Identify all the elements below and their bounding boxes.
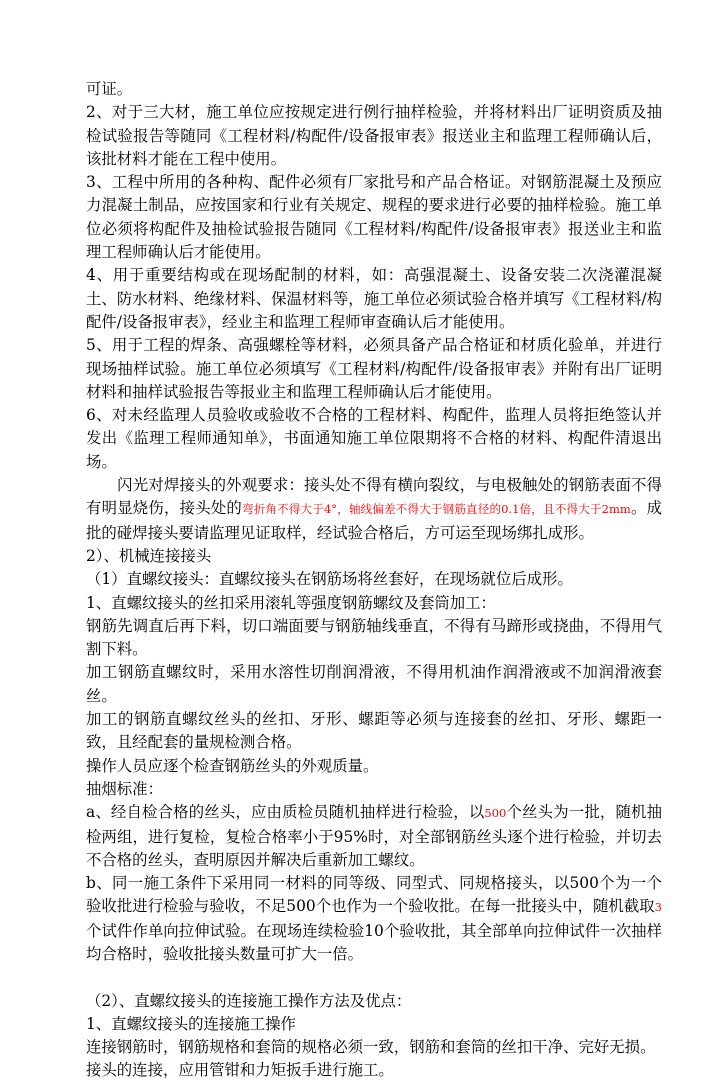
document-page xyxy=(86,78,662,1083)
paragraph-flash-butt-weld xyxy=(86,474,662,545)
heading-connection-method: （2）、直螺纹接头的连接施工操作方法及优点： xyxy=(86,991,412,1010)
blank-line xyxy=(86,966,662,989)
paragraph-item-4: 4、用于重要结构或在现场配制的材料，如：高强混凝土、设备安装二次浇灌混凝土、防水材料、绝缘材料、保温材料等，施工单位必须试验合格并填写《工程材料/构配件/设备报审表》，经业主和监理工程师审查确认后才能使用。 xyxy=(86,266,662,331)
paragraph-lubricant: 加工钢筋直螺纹时，采用水溶性切削润滑液，不得用机油作润滑液或不加润滑液套丝。 xyxy=(86,663,662,705)
paragraph-item-a xyxy=(86,801,662,872)
item-b-red-count: 3 xyxy=(654,900,662,915)
paragraph-item-6: 6、对未经监理人员验收或验收不合格的工程材料、构配件，监理人员将拒绝签认并发出《监理工程师通知单》，书面通知施工单位限期将不合格的材料、构配件清退出场。 xyxy=(86,406,662,471)
flash-weld-text-a: 闪光对焊接头的外观要求：接头处不得有横向裂纹，与电极触处的钢筋表面不得有明显烧伤，接头处的 xyxy=(86,476,662,518)
paragraph-thread-processing: 1、直螺纹接头的丝扣采用滚轧等强度钢筋螺纹及套筒加工： xyxy=(86,593,496,612)
paragraph-inspect-appearance: 操作人员应逐个检查钢筋丝头的外观质量。 xyxy=(86,756,379,775)
paragraph-joint-tools: 接头的连接，应用管钳和力矩扳手进行施工。 xyxy=(86,1061,394,1080)
item-a-text-2: 个丝头为一批，随机抽检两组，进行复检，复检合格率小于95%时，对全部钢筋丝头逐个进行检验，并切去不合格的丝头，查明原因并解决后重新加工螺纹。 xyxy=(86,803,662,869)
paragraph-item-3: 3、工程中所用的各种构、配件必须有厂家批号和产品合格证。对钢筋混凝土及预应力混凝土制品，应按国家和行业有关规定、规程的要求进行必要的抽样检验。施工单位必须将构配件及抽检试验报告随同《工程材料/构配件/设备报审表》报送业主和监理工程师确认后才能使用。 xyxy=(86,173,662,262)
item-a-red-count: 500 xyxy=(484,806,507,821)
paragraph-straight-thread-1: （1）直螺纹接头：直螺纹接头在钢筋场将丝套好，在现场就位后成形。 xyxy=(86,570,573,589)
paragraph-connect-rebar: 连接钢筋时，钢筋规格和套筒的规格必须一致，钢筋和套筒的丝扣干净、完好无损。 xyxy=(86,1038,656,1057)
flash-weld-text-b: 。成批的碰焊接头要请监理见证取样，经试验合格后，方可运至现场绑扎成形。 xyxy=(86,499,662,542)
paragraph-item-b xyxy=(86,872,662,966)
paragraph-thread-match: 加工的钢筋直螺纹丝头的丝扣、牙形、螺距等必须与连接套的丝扣、牙形、螺距一致，且经配套的量规检测合格。 xyxy=(86,710,662,752)
paragraph-connection-operation: 1、直螺纹接头的连接施工操作 xyxy=(86,1014,296,1033)
item-b-text-1: b、同一施工条件下采用同一材料的同等级、同型式、同规格接头，以500个为一个验收批进行检验与验收，不足500个也作为一个验收批。在每一批接头中，随机截取 xyxy=(86,874,662,916)
heading-mechanical-connection: 2）、机械连接接头 xyxy=(86,546,212,565)
paragraph-certificate-tail: 可证。 xyxy=(86,80,133,98)
paragraph-item-5: 5、用于工程的焊条、高强螺栓等材料，必须具备产品合格证和材质化验单，并进行现场抽样试验。施工单位必须填写《工程材料/构配件/设备报审表》并附有出厂证明材料和抽样试验报告等报业主和监理工程师确认后才能使用。 xyxy=(86,336,662,401)
paragraph-sampling-standard: 抽烟标准： xyxy=(86,779,163,798)
paragraph-item-2: 2、对于三大材，施工单位应按规定进行例行抽样检验，并将材料出厂证明资质及抽检试验报告等随同《工程材料/构配件/设备报审表》报送业主和监理工程师确认后，该批材料才能在工程中使用。 xyxy=(86,103,662,168)
item-a-text-1: a、经自检合格的丝头，应由质检员随机抽样进行检验，以 xyxy=(86,803,485,822)
item-b-text-2: 个试件作单向拉伸试验。在现场连续检验10个验收批，其全部单向拉伸试件一次抽样均合格时，验收批接头数量可扩大一倍。 xyxy=(86,921,662,963)
flash-weld-red-spec: 弯折角不得大于4°，轴线偏差不得大于钢筋直径的0.1倍，且不得大于2mm xyxy=(242,502,631,517)
paragraph-rebar-cutting: 钢筋先调直后再下料，切口端面要与钢筋轴线垂直，不得有马蹄形或挠曲，不得用气割下料。 xyxy=(86,616,662,659)
